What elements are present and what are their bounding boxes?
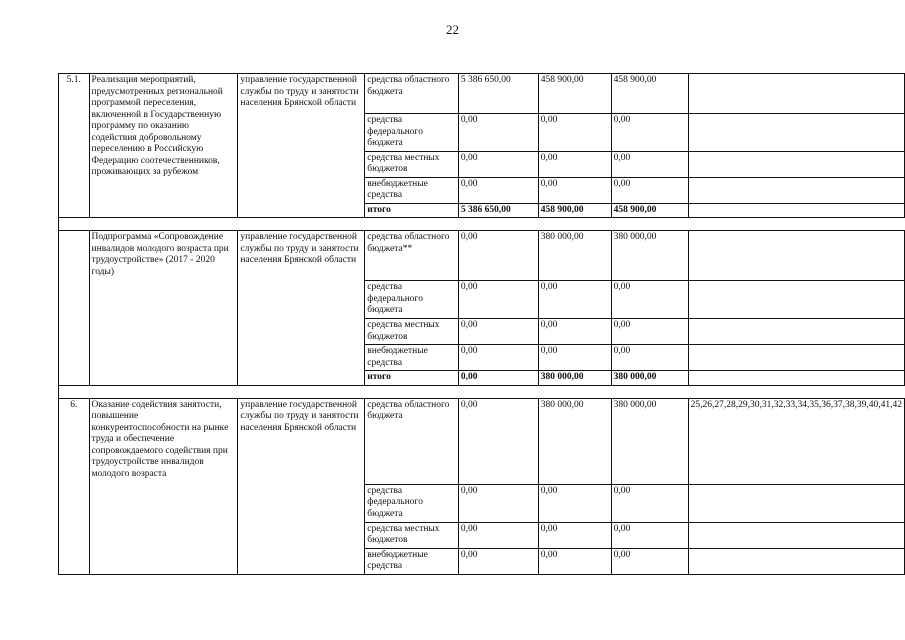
amount-col-2: 0,00 [538,319,611,345]
amount-col-2: 0,00 [538,114,611,152]
amount-col-2: 380 000,00 [538,231,611,281]
spacer-cell [89,218,238,231]
indicator-numbers [688,151,904,177]
funding-source: средства федерального бюджета [365,114,459,152]
indicator-numbers: 25,26,27,28,29,30,31,32,33,34,35,36,37,38,39,40,41,42 [688,398,904,484]
spacer-cell [238,218,365,231]
indicator-numbers [688,203,904,218]
amount-col-1: 0,00 [458,231,538,281]
item-number: 5.1. [59,74,90,218]
spacer-cell [538,385,611,398]
spacer-cell [458,218,538,231]
amount-col-2: 0,00 [538,548,611,574]
funding-source: средства федерального бюджета [365,484,459,522]
amount-col-1: 5 386 650,00 [458,203,538,218]
amount-col-3: 0,00 [611,522,688,548]
table-row [59,74,905,114]
amount-col-2: 458 900,00 [538,203,611,218]
amount-col-3: 0,00 [611,114,688,152]
amount-col-3: 0,00 [611,319,688,345]
indicator-numbers [688,231,904,281]
funding-source: средства областного бюджета [365,398,459,484]
spacer-cell [89,385,238,398]
amount-col-2: 0,00 [538,151,611,177]
amount-col-3: 0,00 [611,281,688,319]
spacer-cell [688,385,904,398]
spacer-cell [688,218,904,231]
spacer-cell [59,218,90,231]
amount-col-1: 0,00 [458,319,538,345]
amount-col-1: 0,00 [458,114,538,152]
activity-name: Подпрограмма «Сопровождение инвалидов молодого возраста при трудоустройстве» (2017 - 2020 годы) [89,231,238,386]
amount-col-1: 0,00 [458,177,538,203]
amount-col-1: 0,00 [458,281,538,319]
executor: управление государственной службы по труду и занятости населения Брянской области [238,398,365,574]
block-spacer [59,385,905,398]
spacer-cell [458,385,538,398]
spacer-cell [365,385,459,398]
indicator-numbers [688,74,904,114]
table-body [59,74,905,575]
amount-col-1: 0,00 [458,345,538,371]
spacer-cell [238,385,365,398]
amount-col-3: 0,00 [611,151,688,177]
funding-source: итого [365,203,459,218]
amount-col-2: 0,00 [538,177,611,203]
budget-table [58,73,905,575]
indicator-numbers [688,345,904,371]
funding-source: итого [365,371,459,386]
item-number [59,231,90,386]
indicator-numbers [688,548,904,574]
page-number: 22 [446,22,459,37]
funding-source: средства областного бюджета [365,74,459,114]
amount-col-2: 0,00 [538,345,611,371]
indicator-numbers [688,114,904,152]
table-row [59,231,905,281]
indicator-numbers [688,281,904,319]
indicator-numbers [688,522,904,548]
amount-col-1: 5 386 650,00 [458,74,538,114]
spacer-cell [365,218,459,231]
indicator-numbers [688,177,904,203]
spacer-cell [59,385,90,398]
item-number: 6. [59,398,90,574]
amount-col-3: 0,00 [611,345,688,371]
amount-col-1: 0,00 [458,151,538,177]
indicator-numbers [688,319,904,345]
funding-source: средства местных бюджетов [365,522,459,548]
funding-source: средства местных бюджетов [365,151,459,177]
amount-col-3: 380 000,00 [611,231,688,281]
amount-col-1: 0,00 [458,548,538,574]
amount-col-2: 380 000,00 [538,371,611,386]
funding-source: средства областного бюджета** [365,231,459,281]
spacer-cell [611,385,688,398]
indicator-numbers [688,371,904,386]
amount-col-1: 0,00 [458,484,538,522]
amount-col-3: 380 000,00 [611,398,688,484]
amount-col-3: 0,00 [611,484,688,522]
activity-name: Оказание содействия занятости, повышение конкурентоспособности на рынке труда и обеспечение сопровождаемого содействия при трудоустройстве инвалидов молодого возраста [89,398,238,574]
amount-col-1: 0,00 [458,371,538,386]
amount-col-3: 458 900,00 [611,74,688,114]
amount-col-2: 0,00 [538,281,611,319]
indicator-numbers [688,484,904,522]
amount-col-1: 0,00 [458,398,538,484]
amount-col-2: 380 000,00 [538,398,611,484]
amount-col-3: 0,00 [611,548,688,574]
amount-col-3: 380 000,00 [611,371,688,386]
executor: управление государственной службы по труду и занятости населения Брянской области [238,231,365,386]
funding-source: внебюджетные средства [365,345,459,371]
funding-source: средства федерального бюджета [365,281,459,319]
executor: управление государственной службы по труду и занятости населения Брянской области [238,74,365,218]
amount-col-2: 0,00 [538,522,611,548]
amount-col-1: 0,00 [458,522,538,548]
amount-col-2: 458 900,00 [538,74,611,114]
amount-col-2: 0,00 [538,484,611,522]
funding-source: средства местных бюджетов [365,319,459,345]
block-spacer [59,218,905,231]
amount-col-3: 0,00 [611,177,688,203]
funding-source: внебюджетные средства [365,177,459,203]
amount-col-3: 458 900,00 [611,203,688,218]
activity-name: Реализация мероприятий, предусмотренных региональной программой переселения, включенной в Государственную программу по оказанию содействия добровольному переселению в Российскую Федерацию соотечественников, проживающих за рубежом [89,74,238,218]
funding-source: внебюджетные средства [365,548,459,574]
table-row [59,398,905,484]
spacer-cell [538,218,611,231]
spacer-cell [611,218,688,231]
